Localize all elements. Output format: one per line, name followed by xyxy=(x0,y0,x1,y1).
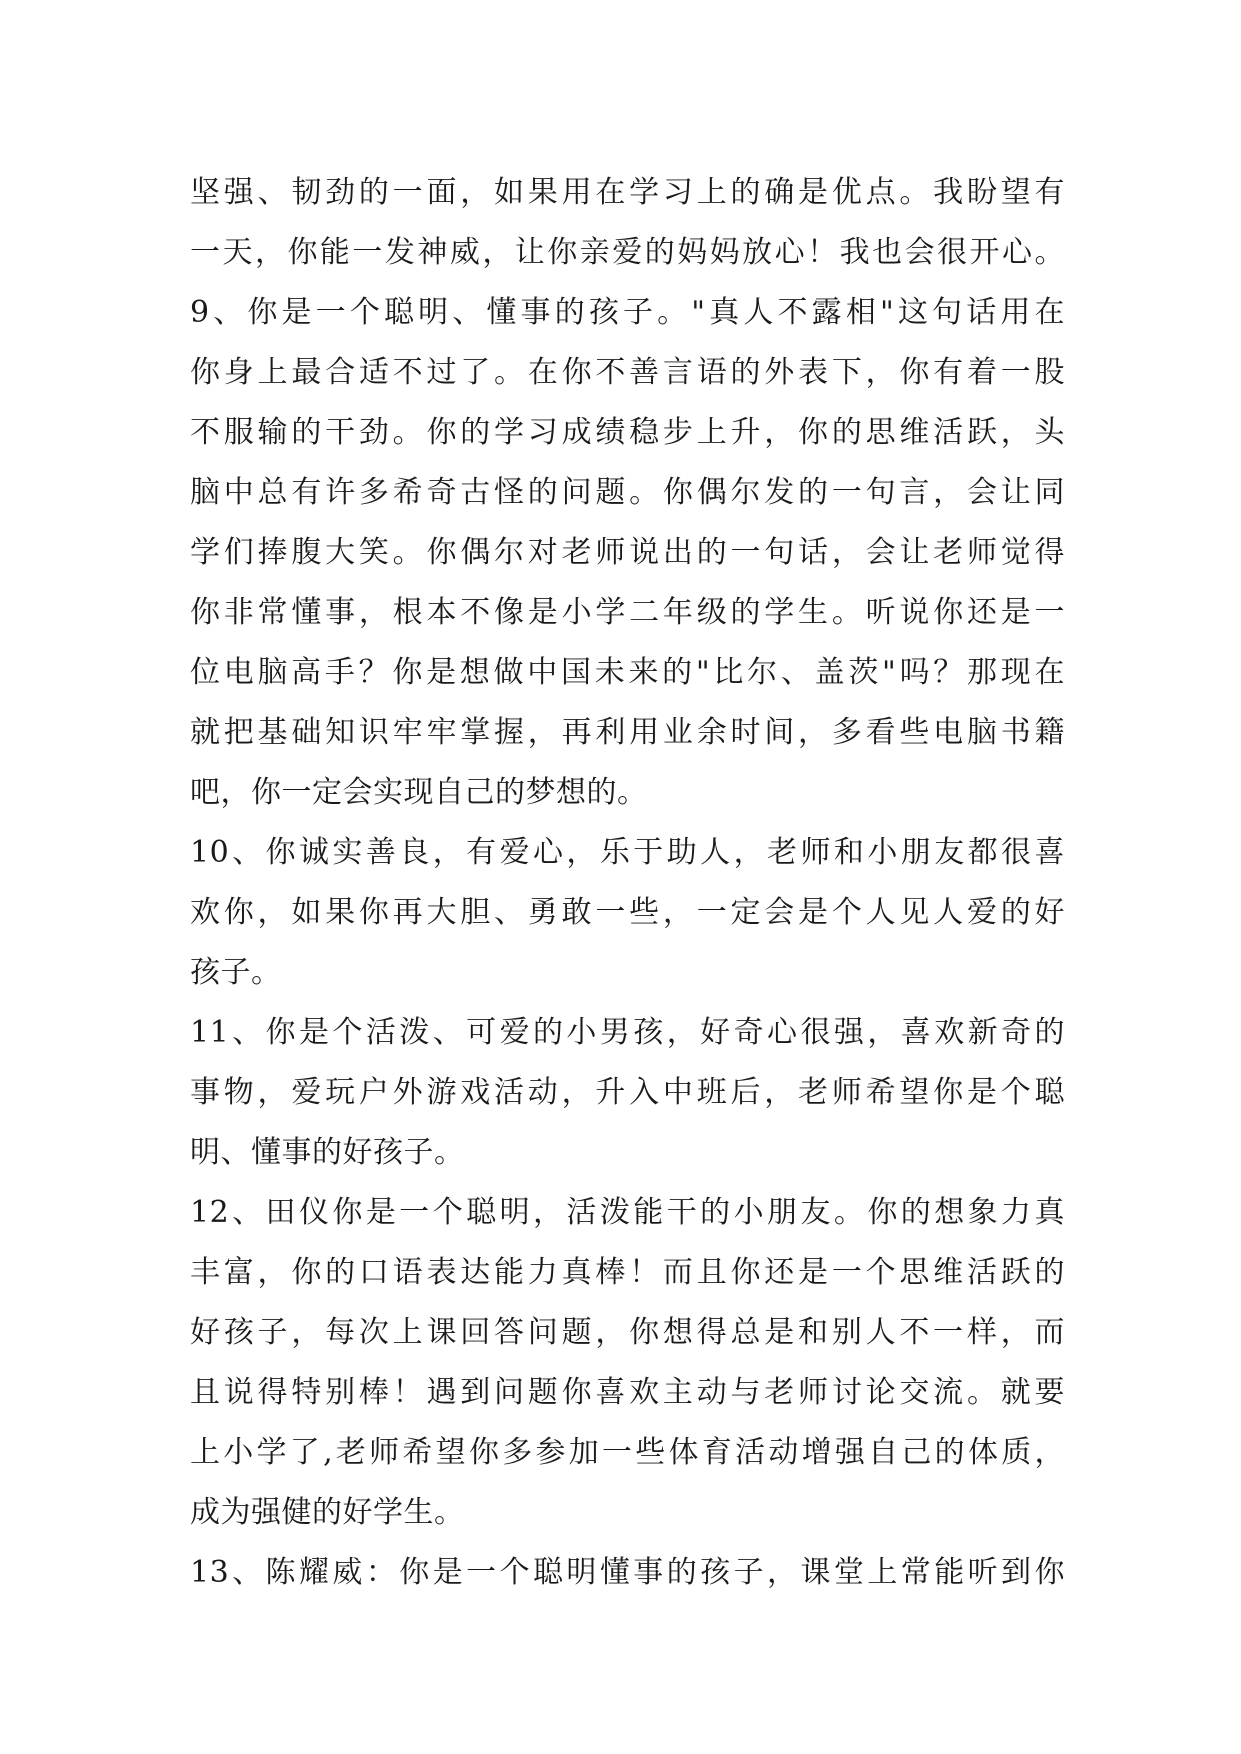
text-line: 位电脑高手？你是想做中国未来的"比尔、盖茨"吗？那现在 xyxy=(190,655,1065,690)
text-line: 欢你，如果你再大胆、勇敢一些，一定会是个人见人爱的好 xyxy=(190,895,1065,930)
text-line: 吧，你一定会实现自己的梦想的。 xyxy=(190,775,648,810)
text-line: 丰富，你的口语表达能力真棒！而且你还是一个思维活跃的 xyxy=(190,1255,1065,1290)
text-line: 成为强健的好学生。 xyxy=(190,1495,465,1530)
text-line: 你身上最合适不过了。在你不善言语的外表下，你有着一股 xyxy=(190,355,1065,390)
text-line: 不服输的干劲。你的学习成绩稳步上升，你的思维活跃，头 xyxy=(190,415,1065,450)
text-line: 你非常懂事，根本不像是小学二年级的学生。听说你还是一 xyxy=(190,595,1065,630)
text-line: 孩子。 xyxy=(190,955,282,990)
text-line: 13、陈耀威：你是一个聪明懂事的孩子，课堂上常能听到你 xyxy=(190,1555,1065,1590)
text-line: 脑中总有许多希奇古怪的问题。你偶尔发的一句言，会让同 xyxy=(190,475,1065,510)
text-line: 11、你是个活泼、可爱的小男孩，好奇心很强，喜欢新奇的 xyxy=(190,1015,1065,1050)
text-line: 一天，你能一发神威，让你亲爱的妈妈放心！我也会很开心。 xyxy=(190,235,1065,270)
text-line: 事物，爱玩户外游戏活动，升入中班后，老师希望你是个聪 xyxy=(190,1075,1065,1110)
text-line: 坚强、韧劲的一面，如果用在学习上的确是优点。我盼望有 xyxy=(190,175,1065,210)
text-line: 9、你是一个聪明、懂事的孩子。"真人不露相"这句话用在 xyxy=(190,295,1065,330)
text-line: 明、懂事的好孩子。 xyxy=(190,1135,465,1170)
text-line: 就把基础知识牢牢掌握，再利用业余时间，多看些电脑书籍 xyxy=(190,715,1065,750)
text-line: 且说得特别棒！遇到问题你喜欢主动与老师讨论交流。就要 xyxy=(190,1375,1065,1410)
text-line: 好孩子，每次上课回答问题，你想得总是和别人不一样，而 xyxy=(190,1315,1065,1350)
text-line: 10、你诚实善良，有爱心，乐于助人，老师和小朋友都很喜 xyxy=(190,835,1065,870)
text-line: 12、田仪你是一个聪明，活泼能干的小朋友。你的想象力真 xyxy=(190,1195,1065,1230)
text-line: 上小学了,老师希望你多参加一些体育活动增强自己的体质， xyxy=(190,1435,1065,1470)
document-body xyxy=(190,163,1065,1603)
text-line: 学们捧腹大笑。你偶尔对老师说出的一句话，会让老师觉得 xyxy=(190,535,1065,570)
